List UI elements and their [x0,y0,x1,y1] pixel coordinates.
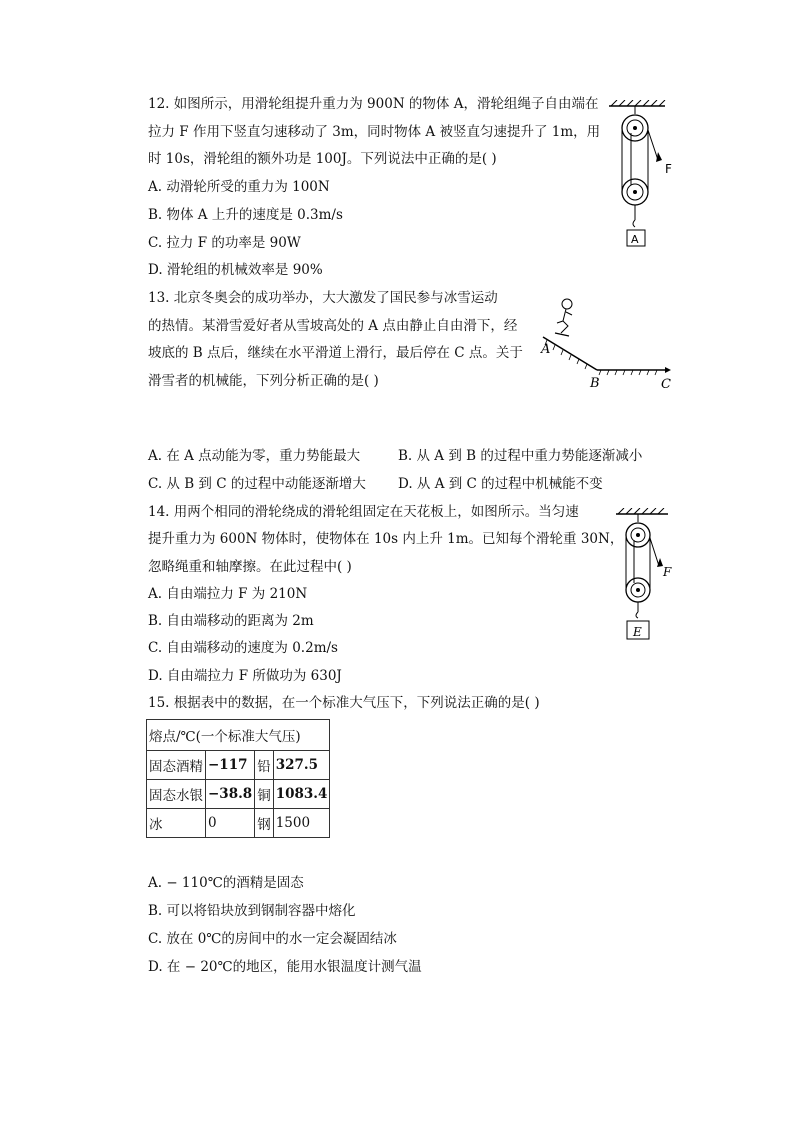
q14-fig-label-e: E [633,625,642,639]
table-cell: 铜 [255,780,274,809]
q13-option-b[interactable]: B. 从 A 到 B 的过程中重力势能逐渐减小 [398,448,643,464]
q14-stem-line-2: 提升重力为 600N 物体时，使物体在 10s 内上升 1m。已知每个滑轮重 30N， [148,531,624,547]
table-row [147,780,330,809]
q14-option-b[interactable]: B. 自由端移动的距离为 2m [148,613,314,629]
q12-fig-label-a: A [631,233,639,246]
q13-fig-label-a: A [541,342,551,357]
q12-option-d[interactable]: D. 滑轮组的机械效率是 90% [148,262,323,278]
q12-fig-label-f: F [665,162,672,176]
q14-option-c[interactable]: C. 自由端移动的速度为 0.2m/s [148,640,338,656]
table-row [147,809,330,838]
q13-option-a[interactable]: A. 在 A 点动能为零，重力势能最大 [148,448,361,464]
q14-fig-label-f: F [663,565,672,579]
melting-point-table [146,719,330,838]
q13-stem-line-4: 滑雪者的机械能，下列分析正确的是( ) [148,373,379,389]
q12-stem-line-3: 时 10s，滑轮组的额外功是 100J。下列说法中正确的是( ) [148,151,497,167]
table-cell: −38.8 [206,780,255,809]
q15-option-d[interactable]: D. 在 − 20℃的地区，能用水银温度计测气温 [148,959,422,975]
q13-ski-slope-figure [535,295,680,395]
q12-option-b[interactable]: B. 物体 A 上升的速度是 0.3m/s [148,207,343,223]
q15-stem-line-1: 15. 根据表中的数据，在一个标准大气压下，下列说法正确的是( ) [148,695,540,711]
table-header: 熔点/℃(一个标准大气压) [147,720,330,751]
q14-pulley-figure [612,508,684,643]
table-cell: 1500 [273,809,330,838]
q14-option-a[interactable]: A. 自由端拉力 F 为 210N [148,586,308,602]
table-cell: 327.5 [273,751,330,780]
q13-stem-line-1: 13. 北京冬奥会的成功举办，大大激发了国民参与冰雪运动 [148,290,498,306]
q13-option-c[interactable]: C. 从 B 到 C 的过程中动能逐渐增大 [148,476,366,492]
table-cell: 铅 [255,751,274,780]
q12-pulley-figure [605,100,685,255]
q13-stem-line-2: 的热情。某滑雪爱好者从雪坡高处的 A 点由静止自由滑下，经 [148,318,518,334]
q12-stem-line-2: 拉力 F 作用下竖直匀速移动了 3m，同时物体 A 被竖直匀速提升了 1m，用 [148,124,601,140]
q12-option-c[interactable]: C. 拉力 F 的功率是 90W [148,235,301,251]
q14-stem-line-3: 忽略绳重和轴摩擦。在此过程中( ) [148,559,352,575]
table-cell: 固态酒精 [147,751,206,780]
q14-option-d[interactable]: D. 自由端拉力 F 所做功为 630J [148,668,342,684]
q13-option-d[interactable]: D. 从 A 到 C 的过程中机械能不变 [398,476,603,492]
table-cell: 0 [206,809,255,838]
q15-option-a[interactable]: A. − 110℃的酒精是固态 [148,875,304,891]
q13-fig-label-c: C [661,377,671,392]
q13-fig-label-b: B [590,376,600,391]
q12-stem-line-1: 12. 如图所示，用滑轮组提升重力为 900N 的物体 A，滑轮组绳子自由端在 [148,96,599,112]
q14-stem-line-1: 14. 用两个相同的滑轮绕成的滑轮组固定在天花板上，如图所示。当匀速 [148,504,579,520]
table-cell: 钢 [255,809,274,838]
q15-option-b[interactable]: B. 可以将铅块放到钢制容器中熔化 [148,903,356,919]
q12-option-a[interactable]: A. 动滑轮所受的重力为 100N [148,179,330,195]
table-row [147,751,330,780]
table-cell: 1083.4 [273,780,330,809]
table-cell: 固态水银 [147,780,206,809]
q15-option-c[interactable]: C. 放在 0℃的房间中的水一定会凝固结冰 [148,931,397,947]
q13-stem-line-3: 坡底的 B 点后，继续在水平滑道上滑行，最后停在 C 点。关于 [148,345,523,361]
table-cell: −117 [206,751,255,780]
table-cell: 冰 [147,809,206,838]
